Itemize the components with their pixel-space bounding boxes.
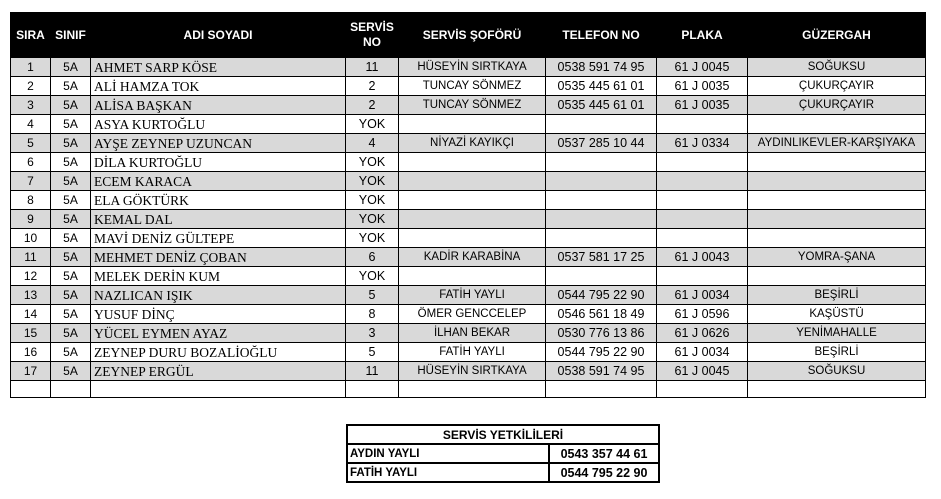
cell-adi-soyadi: ALİ HAMZA TOK — [91, 77, 346, 96]
cell-plaka: 61 J 0043 — [657, 248, 748, 267]
cell-adi-soyadi: ECEM KARACA — [91, 172, 346, 191]
empty-cell — [346, 381, 399, 398]
cell-telefon-no: 0538 591 74 95 — [546, 362, 657, 381]
cell-guzergah — [748, 267, 926, 286]
cell-adi-soyadi: ASYA KURTOĞLU — [91, 115, 346, 134]
cell-plaka: 61 J 0035 — [657, 77, 748, 96]
cell-adi-soyadi: AYŞE ZEYNEP UZUNCAN — [91, 134, 346, 153]
table-row — [11, 362, 926, 381]
cell-telefon-no — [546, 115, 657, 134]
cell-sira: 1 — [11, 58, 51, 77]
cell-plaka: 61 J 0034 — [657, 286, 748, 305]
header-servis-line1: SERVİS — [350, 20, 394, 34]
header-sira: SIRA — [11, 13, 51, 58]
cell-guzergah: YENİMAHALLE — [748, 324, 926, 343]
cell-telefon-no: 0530 776 13 86 — [546, 324, 657, 343]
cell-guzergah — [748, 172, 926, 191]
cell-plaka — [657, 172, 748, 191]
header-row — [11, 13, 926, 58]
cell-guzergah: ÇUKURÇAYIR — [748, 77, 926, 96]
table-row — [11, 77, 926, 96]
cell-sinif: 5A — [51, 343, 91, 362]
cell-servis-soforu — [399, 153, 546, 172]
header-sinif: SINIF — [51, 13, 91, 58]
cell-guzergah: AYDINLIKEVLER-KARŞIYAKA — [748, 134, 926, 153]
cell-sira: 14 — [11, 305, 51, 324]
cell-telefon-no — [546, 153, 657, 172]
cell-plaka: 61 J 0035 — [657, 96, 748, 115]
empty-cell — [546, 381, 657, 398]
cell-servis-soforu: KADİR KARABİNA — [399, 248, 546, 267]
cell-sira: 6 — [11, 153, 51, 172]
cell-adi-soyadi: YUSUF DİNÇ — [91, 305, 346, 324]
cell-plaka: 61 J 0045 — [657, 58, 748, 77]
cell-guzergah — [748, 229, 926, 248]
header-telefon-no: TELEFON NO — [546, 13, 657, 58]
cell-sira: 11 — [11, 248, 51, 267]
cell-guzergah: SOĞUKSU — [748, 362, 926, 381]
cell-guzergah — [748, 210, 926, 229]
cell-sinif: 5A — [51, 305, 91, 324]
cell-telefon-no: 0538 591 74 95 — [546, 58, 657, 77]
cell-sira: 16 — [11, 343, 51, 362]
cell-sira: 15 — [11, 324, 51, 343]
cell-telefon-no: 0535 445 61 01 — [546, 77, 657, 96]
cell-guzergah: YOMRA-ŞANA — [748, 248, 926, 267]
cell-servis-soforu — [399, 115, 546, 134]
cell-servis-no: 11 — [346, 58, 399, 77]
cell-sinif: 5A — [51, 362, 91, 381]
table-row — [11, 58, 926, 77]
cell-plaka: 61 J 0034 — [657, 343, 748, 362]
cell-servis-soforu: TUNCAY SÖNMEZ — [399, 77, 546, 96]
cell-adi-soyadi: MEHMET DENİZ ÇOBAN — [91, 248, 346, 267]
empty-cell — [657, 381, 748, 398]
table-row — [11, 210, 926, 229]
authority-phone: 0544 795 22 90 — [549, 463, 659, 482]
cell-servis-no: YOK — [346, 229, 399, 248]
cell-servis-no: YOK — [346, 191, 399, 210]
table-body — [11, 58, 926, 398]
cell-sinif: 5A — [51, 324, 91, 343]
cell-sira: 7 — [11, 172, 51, 191]
cell-sira: 9 — [11, 210, 51, 229]
cell-plaka — [657, 267, 748, 286]
cell-sinif: 5A — [51, 96, 91, 115]
cell-sinif: 5A — [51, 115, 91, 134]
cell-servis-no: 2 — [346, 77, 399, 96]
cell-servis-no: 3 — [346, 324, 399, 343]
header-plaka: PLAKA — [657, 13, 748, 58]
cell-sira: 12 — [11, 267, 51, 286]
authority-row — [347, 444, 659, 463]
table-row — [11, 267, 926, 286]
cell-servis-soforu — [399, 267, 546, 286]
table-row — [11, 96, 926, 115]
table-row — [11, 248, 926, 267]
table-row — [11, 191, 926, 210]
table-row — [11, 324, 926, 343]
cell-servis-soforu: HÜSEYİN SIRTKAYA — [399, 58, 546, 77]
cell-sinif: 5A — [51, 191, 91, 210]
cell-plaka: 61 J 0626 — [657, 324, 748, 343]
cell-servis-no: 4 — [346, 134, 399, 153]
cell-sinif: 5A — [51, 286, 91, 305]
table-row — [11, 134, 926, 153]
cell-plaka — [657, 115, 748, 134]
student-service-table — [10, 12, 926, 398]
cell-servis-no: 8 — [346, 305, 399, 324]
cell-sinif: 5A — [51, 58, 91, 77]
cell-telefon-no: 0544 795 22 90 — [546, 286, 657, 305]
cell-adi-soyadi: ZEYNEP ERGÜL — [91, 362, 346, 381]
cell-servis-soforu: HÜSEYİN SIRTKAYA — [399, 362, 546, 381]
cell-plaka — [657, 229, 748, 248]
cell-plaka — [657, 191, 748, 210]
cell-telefon-no: 0537 581 17 25 — [546, 248, 657, 267]
cell-sinif: 5A — [51, 77, 91, 96]
cell-sinif: 5A — [51, 267, 91, 286]
cell-telefon-no: 0537 285 10 44 — [546, 134, 657, 153]
cell-adi-soyadi: KEMAL DAL — [91, 210, 346, 229]
cell-servis-soforu — [399, 210, 546, 229]
cell-servis-soforu — [399, 229, 546, 248]
cell-servis-soforu: FATİH YAYLI — [399, 343, 546, 362]
cell-telefon-no — [546, 229, 657, 248]
cell-telefon-no: 0535 445 61 01 — [546, 96, 657, 115]
authority-row — [347, 463, 659, 482]
cell-sinif: 5A — [51, 248, 91, 267]
cell-sira: 4 — [11, 115, 51, 134]
authorities-title-row — [347, 425, 659, 444]
empty-cell — [51, 381, 91, 398]
empty-cell — [399, 381, 546, 398]
cell-servis-soforu: NİYAZİ KAYIKÇI — [399, 134, 546, 153]
cell-servis-no: YOK — [346, 172, 399, 191]
cell-servis-soforu — [399, 191, 546, 210]
sheet — [10, 12, 926, 398]
cell-sira: 13 — [11, 286, 51, 305]
header-adi-soyadi: ADI SOYADI — [91, 13, 346, 58]
cell-adi-soyadi: NAZLICAN IŞIK — [91, 286, 346, 305]
cell-guzergah — [748, 153, 926, 172]
cell-telefon-no: 0544 795 22 90 — [546, 343, 657, 362]
cell-telefon-no — [546, 210, 657, 229]
header-servis-no — [346, 13, 399, 58]
cell-plaka: 61 J 0334 — [657, 134, 748, 153]
empty-cell — [748, 381, 926, 398]
cell-sinif: 5A — [51, 210, 91, 229]
cell-servis-no: 2 — [346, 96, 399, 115]
cell-sira: 3 — [11, 96, 51, 115]
cell-sira: 2 — [11, 77, 51, 96]
cell-guzergah: BEŞİRLİ — [748, 286, 926, 305]
cell-servis-no: YOK — [346, 115, 399, 134]
cell-sira: 5 — [11, 134, 51, 153]
cell-adi-soyadi: ZEYNEP DURU BOZALİOĞLU — [91, 343, 346, 362]
cell-servis-no: YOK — [346, 267, 399, 286]
cell-servis-soforu: İLHAN BEKAR — [399, 324, 546, 343]
cell-adi-soyadi: MELEK DERİN KUM — [91, 267, 346, 286]
cell-telefon-no — [546, 267, 657, 286]
cell-plaka: 61 J 0045 — [657, 362, 748, 381]
cell-servis-no: 5 — [346, 343, 399, 362]
cell-servis-no: 11 — [346, 362, 399, 381]
cell-telefon-no: 0546 561 18 49 — [546, 305, 657, 324]
authority-phone: 0543 357 44 61 — [549, 444, 659, 463]
cell-guzergah: ÇUKURÇAYIR — [748, 96, 926, 115]
table-row — [11, 172, 926, 191]
authorities-title: SERVİS YETKİLİLERİ — [347, 425, 659, 444]
table-row — [11, 229, 926, 248]
table-row — [11, 305, 926, 324]
header-servis-line2: NO — [363, 35, 381, 49]
cell-adi-soyadi: YÜCEL EYMEN AYAZ — [91, 324, 346, 343]
cell-sira: 10 — [11, 229, 51, 248]
cell-adi-soyadi: ELA GÖKTÜRK — [91, 191, 346, 210]
cell-adi-soyadi: AHMET SARP KÖSE — [91, 58, 346, 77]
empty-cell — [11, 381, 51, 398]
cell-telefon-no — [546, 172, 657, 191]
header-guzergah: GÜZERGAH — [748, 13, 926, 58]
cell-sira: 8 — [11, 191, 51, 210]
authority-name: FATİH YAYLI — [347, 463, 549, 482]
cell-servis-soforu: TUNCAY SÖNMEZ — [399, 96, 546, 115]
empty-cell — [91, 381, 346, 398]
cell-servis-soforu — [399, 172, 546, 191]
table-row — [11, 286, 926, 305]
cell-servis-soforu: ÖMER GENCCELEP — [399, 305, 546, 324]
cell-guzergah — [748, 115, 926, 134]
empty-row — [11, 381, 926, 398]
cell-guzergah — [748, 191, 926, 210]
service-authorities-box — [346, 424, 660, 483]
cell-guzergah: BEŞİRLİ — [748, 343, 926, 362]
cell-servis-no: 6 — [346, 248, 399, 267]
cell-sira: 17 — [11, 362, 51, 381]
header-servis-soforu: SERVİS ŞOFÖRÜ — [399, 13, 546, 58]
cell-servis-no: 5 — [346, 286, 399, 305]
cell-guzergah: KAŞÜSTÜ — [748, 305, 926, 324]
cell-sinif: 5A — [51, 172, 91, 191]
cell-telefon-no — [546, 191, 657, 210]
cell-servis-no: YOK — [346, 153, 399, 172]
cell-sinif: 5A — [51, 229, 91, 248]
cell-plaka: 61 J 0596 — [657, 305, 748, 324]
cell-sinif: 5A — [51, 153, 91, 172]
cell-servis-no: YOK — [346, 210, 399, 229]
cell-guzergah: SOĞUKSU — [748, 58, 926, 77]
table-row — [11, 153, 926, 172]
table-row — [11, 343, 926, 362]
cell-plaka — [657, 210, 748, 229]
cell-adi-soyadi: DİLA KURTOĞLU — [91, 153, 346, 172]
cell-sinif: 5A — [51, 134, 91, 153]
cell-servis-soforu: FATİH YAYLI — [399, 286, 546, 305]
cell-adi-soyadi: ALİSA BAŞKAN — [91, 96, 346, 115]
authority-name: AYDIN YAYLI — [347, 444, 549, 463]
cell-adi-soyadi: MAVİ DENİZ GÜLTEPE — [91, 229, 346, 248]
cell-plaka — [657, 153, 748, 172]
table-row — [11, 115, 926, 134]
